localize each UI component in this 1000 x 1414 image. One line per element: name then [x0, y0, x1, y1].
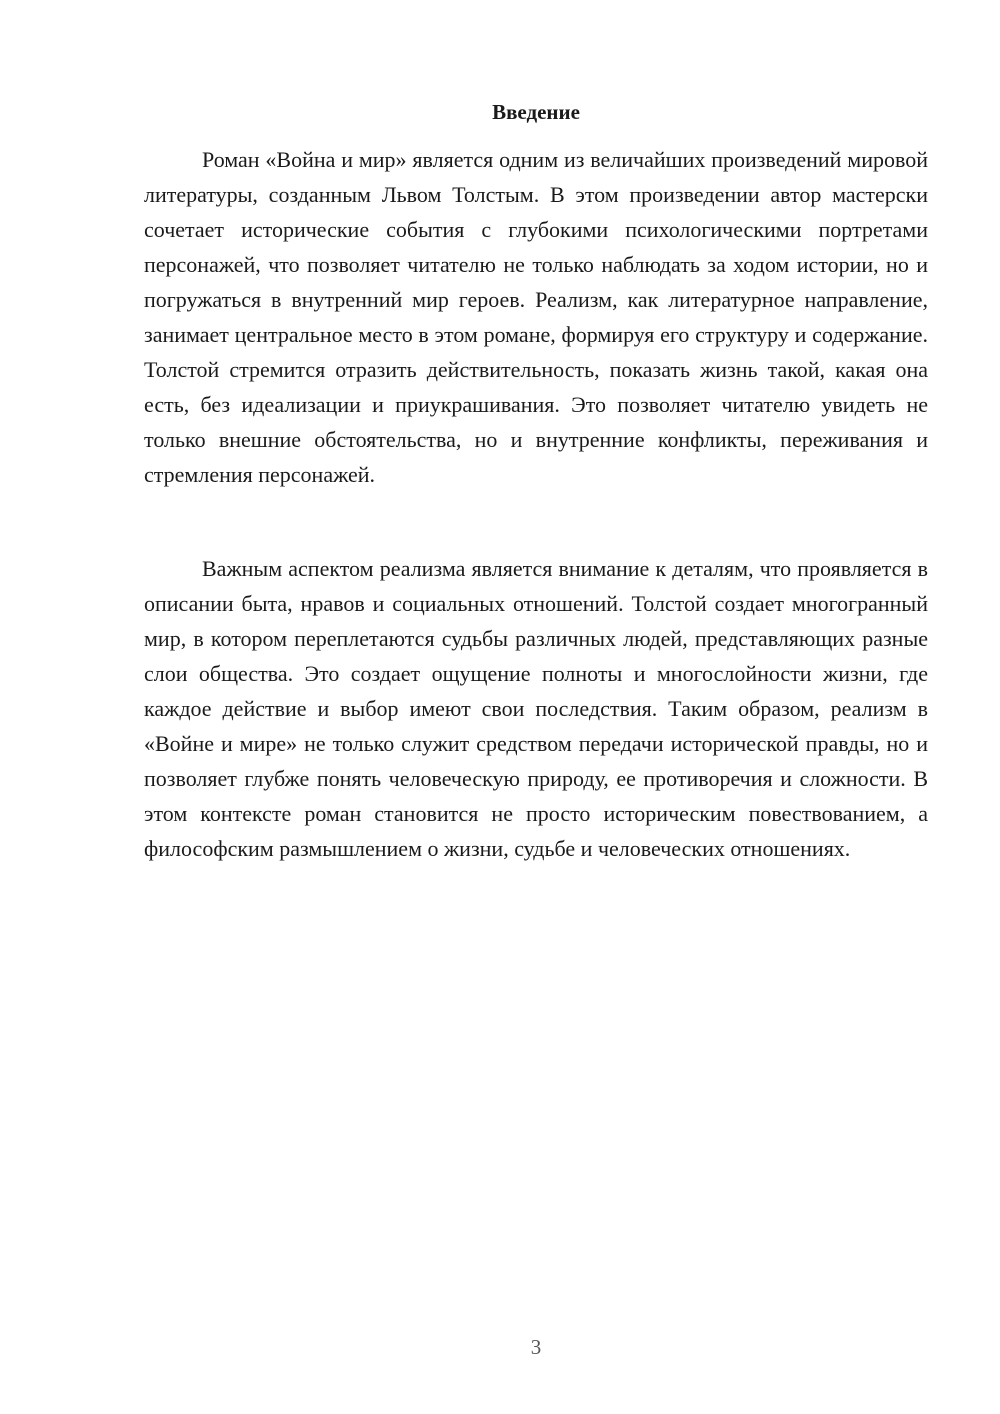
page-number: 3: [530, 1335, 542, 1359]
section-title: Введение: [492, 100, 580, 124]
paragraph-2: Важным аспектом реализма является внимание к деталям, что проявляется в описании быта, нравов и социальных отношений. Толстой создает многогранный мир, в котором переплетаются судьбы различных людей, представляющих разные слои общества. Это создает ощущение полноты и многослойности жизни, где каждое действие и выбор имеют свои последствия. Таким образом, реализм в «Войне и мире» не только служит средством передачи исторической правды, но и позволяет глубже понять человеческую природу, ее противоречия и сложности. В этом контексте роман становится не просто историческим повествованием, а философским размышлением о жизни, судьбе и человеческих отношениях.: [144, 556, 928, 861]
paragraph-1: Роман «Война и мир» является одним из величайших произведений мировой литературы, созданным Львом Толстым. В этом произведении автор мастерски сочетает исторические события с глубокими психологическими портретами персонажей, что позволяет читателю не только наблюдать за ходом истории, но и погружаться в внутренний мир героев. Реализм, как литературное направление, занимает центральное место в этом романе, формируя его структуру и содержание. Толстой стремится отразить действительность, показать жизнь такой, какая она есть, без идеализации и приукрашивания. Это позволяет читателю увидеть не только внешние обстоятельства, но и внутренние конфликты, переживания и стремления персонажей.: [144, 147, 928, 487]
